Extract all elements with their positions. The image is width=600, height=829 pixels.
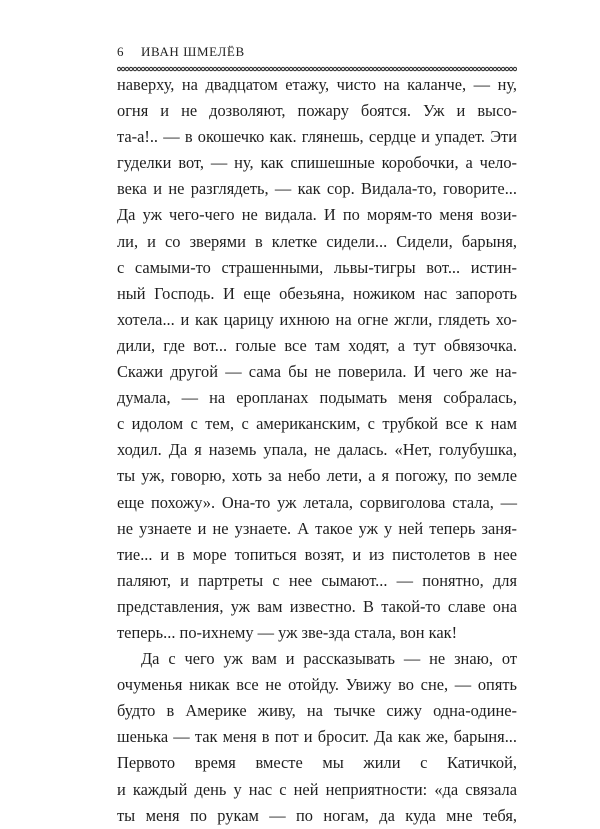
page-number: 6: [117, 44, 125, 59]
text-line: с идолом с тем, с американским, с трубкой все к нам: [117, 414, 517, 434]
text-line: шенька — так меня в пот и бросит. Да как же, барыня...: [117, 727, 517, 747]
text-line: века и не разглядеть, — как сор. Видала-то, говорите...: [117, 179, 517, 199]
text-line: хотела... и как царицу ихнюю на огне жгли, глядеть хо-: [117, 309, 517, 329]
text-line: очуменья никак все не отойду. Увижу во сне, — опять: [117, 675, 517, 695]
text-line: с самыми-то страшенными, львы-тигры вот... истин-: [117, 257, 517, 277]
text-line: гуделки вот, — ну, как спишешные коробочки, а чело-: [117, 153, 517, 173]
text-line: Скажи другой — сама бы не поверила. И чего же на-: [117, 362, 517, 382]
paragraph-1: [117, 72, 517, 646]
text-line: паляют, и партреты с нее сымают... — понятно, для: [117, 570, 517, 590]
running-head: [117, 44, 245, 60]
text-line: та-а!.. — в окошечко как. глянешь, сердце и упадет. Эти: [117, 127, 517, 147]
text-line: Первото время вместе мы жили с Катичкой,: [117, 753, 517, 773]
text-line: ли, и со зверями в клетке сидели... Сидели, барыня,: [117, 231, 517, 251]
paragraph-2: [117, 646, 517, 829]
text-line: ты меня по рукам — по ногам, да куда мне тебя,: [117, 805, 517, 825]
text-line: думала, — на еропланах подымать меня собралась,: [117, 388, 517, 408]
text-line: и каждый день у нас с ней неприятности: «да связала: [117, 779, 517, 799]
text-line: дили, где вот... голые все там ходят, а тут обвязочка.: [117, 335, 517, 355]
text-line: тие... и в море топиться возят, и из пистолетов в нее: [117, 544, 517, 564]
text-line: еще похожу». Она-то уж летала, сорвиголова стала, —: [117, 492, 517, 512]
text-line: ный Господь. И еще обезьяна, ножиком нас запороть: [117, 283, 517, 303]
text-line: не узнаете и не узнаете. А такое уж у ней теперь заня-: [117, 518, 517, 538]
text-line: огня и не дозволяют, пожару боятся. Уж и высо-: [117, 101, 517, 121]
running-title: ИВАН ШМЕЛЁВ: [141, 44, 245, 59]
text-line: ходил. Да я наземь упала, не далась. «Нет, голубушка,: [117, 440, 517, 460]
text-line: Да уж чего-чего не видала. И по морям-то меня вози-: [117, 205, 517, 225]
text-line: ты уж, говорю, хоть за небо лети, а я погожу, по земле: [117, 466, 517, 486]
text-line: представления, уж вам известно. В такой-то славе она: [117, 596, 517, 616]
text-line: Да с чего уж вам и рассказывать — не знаю, от: [141, 649, 517, 669]
body-text: [117, 72, 517, 829]
text-line: наверху, на двадцатом етажу, чисто на каланче, — ну,: [117, 75, 517, 94]
text-line: теперь... по-ихнему — уж зве-зда стала, вон как!: [117, 622, 458, 642]
text-line: будто в Америке живу, на тычке сижу одна-одине-: [117, 701, 517, 721]
